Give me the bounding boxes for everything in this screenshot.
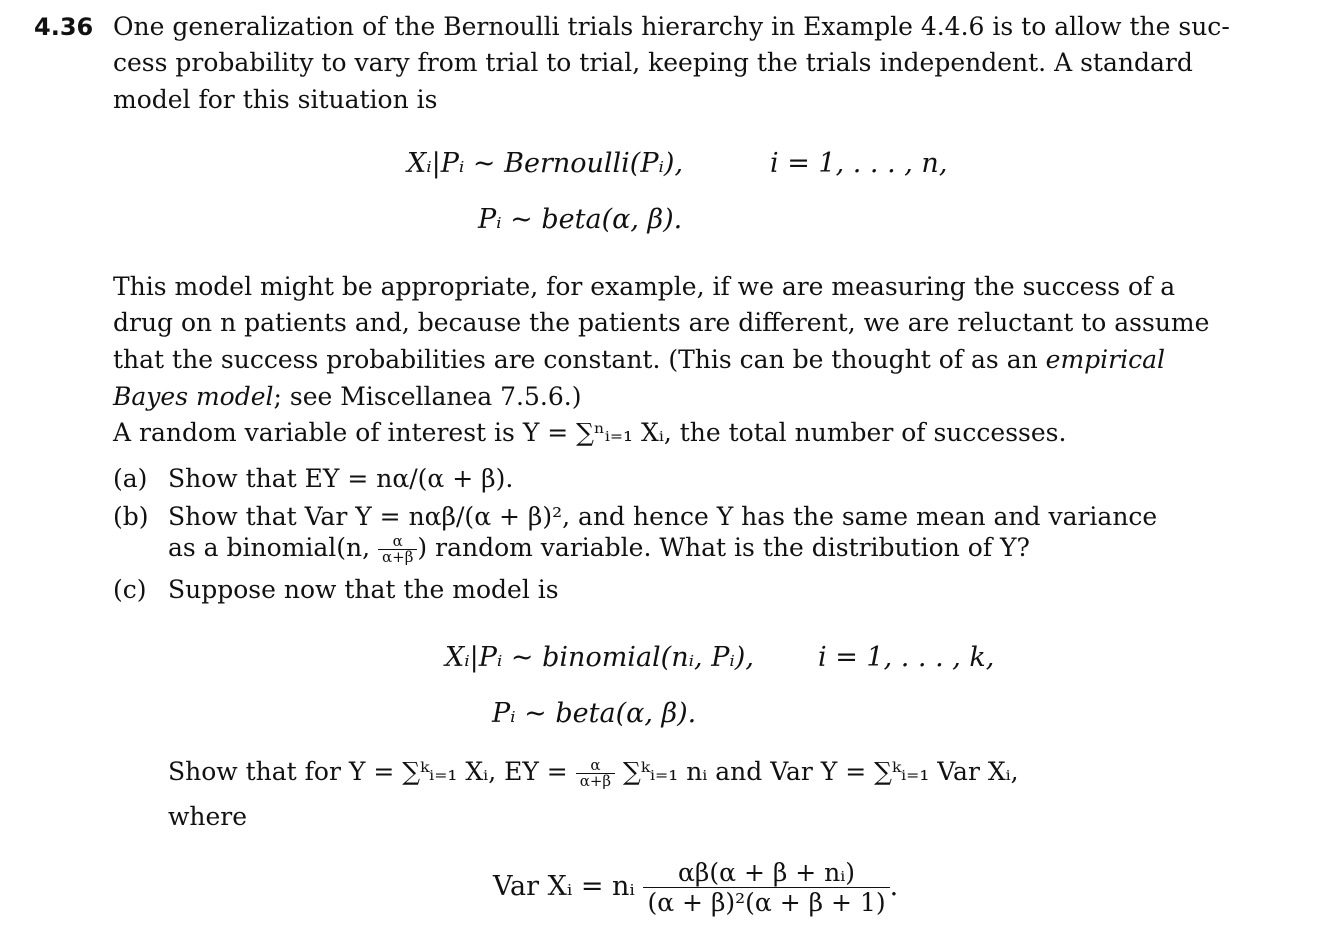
where-word: where xyxy=(168,802,248,831)
show-line: Show that for Y = ∑ᵏᵢ₌₁ Xᵢ, EY = $\frac{\alpha}{\alpha+\beta}$ ∑ᵏᵢ₌₁ nᵢ and Var Y = ∑ᵏᵢ₌₁ Var Xᵢ, xyxy=(168,756,1019,790)
model1-line-2: Pᵢ ~ beta(α, β). xyxy=(478,204,683,235)
para-line-4: Bayes model; see Miscellanea 7.5.6.) xyxy=(113,382,582,411)
expectation-fraction: $\frac{\alpha}{\alpha+\beta}$ xyxy=(576,758,615,789)
model2-line-2: Pᵢ ~ beta(α, β). xyxy=(492,698,697,729)
model2-line-1: Xᵢ|Pᵢ ~ binomial(nᵢ, Pᵢ), xyxy=(445,642,754,673)
intro-line-2: cess probability to vary from trial to trial, keeping the trials independent. A standard xyxy=(113,48,1193,77)
part-a-text: Show that EY = nα/(α + β). xyxy=(168,464,514,493)
part-c-label: (c) xyxy=(113,575,147,604)
part-b-label: (b) xyxy=(113,502,149,531)
binomial-fraction: $\frac{\alpha}{\alpha+\beta}$ xyxy=(378,534,417,565)
random-variable-line: A random variable of interest is Y = ∑ⁿᵢ₌₁ Xᵢ, the total number of successes. xyxy=(113,418,1067,447)
part-b-text: Show that Var Y = nαβ/(α + β)², and hence Y has the same mean and variance xyxy=(168,502,1158,531)
emph-empirical: empirical xyxy=(1045,345,1166,374)
para-line-2: drug on n patients and, because the patients are different, we are reluctant to assume xyxy=(113,308,1210,337)
model1-range: i = 1, . . . , n, xyxy=(770,148,948,179)
intro-line-1: One generalization of the Bernoulli trials hierarchy in Example 4.4.6 is to allow the suc- xyxy=(113,12,1230,41)
problem-number: 4.36 xyxy=(34,13,94,41)
part-b-text-2: as a binomial(n, $\frac{\alpha}{\alpha+\beta}$ ) random variable. What is the distribution of Y? xyxy=(168,532,1030,566)
emph-bayes-model: Bayes model xyxy=(113,382,274,411)
model1-line-1: Xᵢ|Pᵢ ~ Bernoulli(Pᵢ), xyxy=(407,148,684,179)
para-line-3: that the success probabilities are constant. (This can be thought of as an empirical xyxy=(113,345,1166,374)
para-line-1: This model might be appropriate, for example, if we are measuring the success of a xyxy=(113,272,1176,301)
part-a-label: (a) xyxy=(113,464,148,493)
intro-line-3: model for this situation is xyxy=(113,85,438,114)
model2-range: i = 1, . . . , k, xyxy=(818,642,995,673)
variance-formula: Var Xᵢ = nᵢ $\frac{\text{αβ(α + β + nᵢ)}}{\text{(α + β)²(α + β + 1)}}$ . xyxy=(493,858,899,917)
variance-fraction: $\frac{\text{αβ(α + β + nᵢ)}}{\text{(α + β)²(α + β + 1)}}$ xyxy=(643,858,889,917)
part-c-text: Suppose now that the model is xyxy=(168,575,559,604)
